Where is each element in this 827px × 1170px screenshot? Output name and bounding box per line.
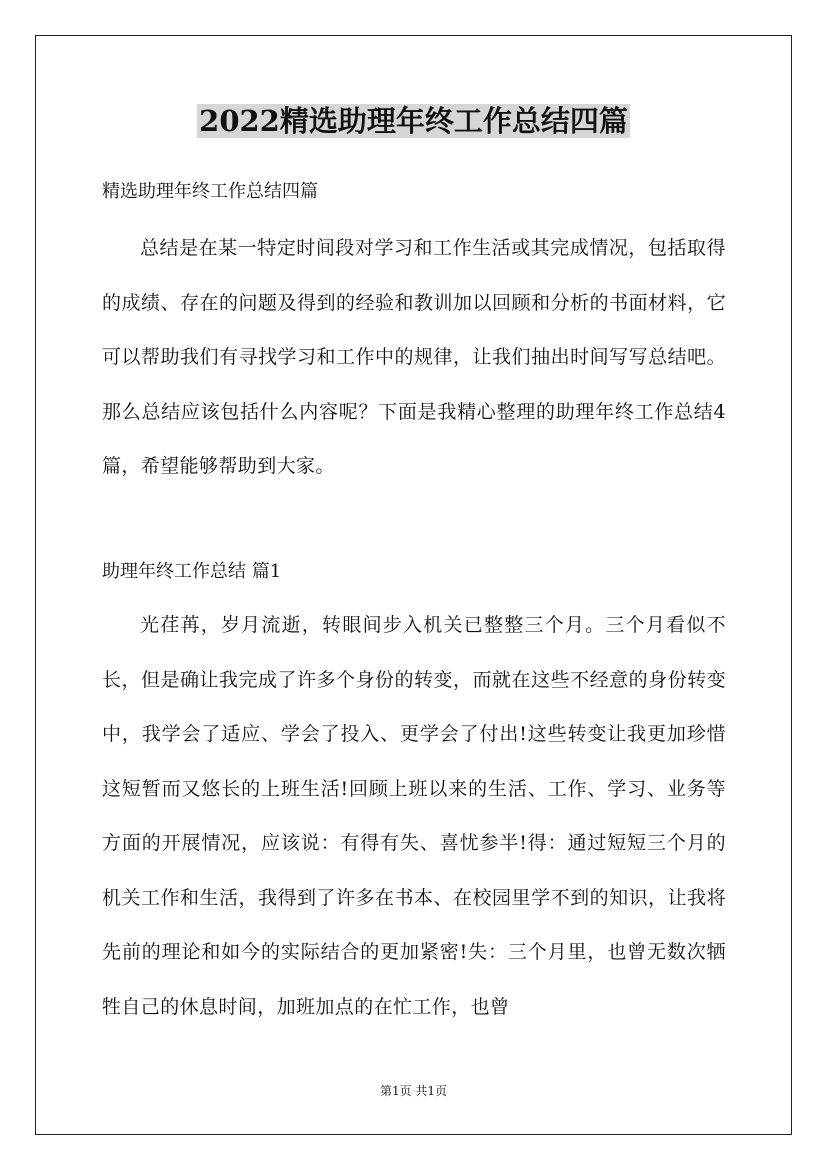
- page-footer: 第1页 共1页: [379, 1084, 448, 1098]
- section-paragraph: 光荏苒，岁月流逝，转眼间步入机关已整整三个月。三个月看似不长，但是确让我完成了许多个身份的转变，而就在这些不经意的身份转变中，我学会了适应、学会了投入、更学会了付出!这些转变让我更加珍惜这短暂而又悠长的上班生活!回顾上班以来的生活、工作、学习、业务等方面的开展情况，应该说：有得有失、喜忧参半!得：通过短短三个月的机关工作和生活，我得到了许多在书本、在校园里学不到的知识，让我将先前的理论和如今的实际结合的更加紧密!失：三个月里，也曾无数次牺牲自己的休息时间，加班加点的在忙工作，也曾: [102, 614, 726, 1018]
- section-heading: 助理年终工作总结 篇1: [102, 561, 282, 582]
- intro-paragraph: 总结是在某一特定时间段对学习和工作生活或其完成情况，包括取得的成绩、存在的问题及得到的经验和教训加以回顾和分析的书面材料，它可以帮助我们有寻找学习和工作中的规律，让我们抽出时间写写总结吧。那么总结应该包括什么内容呢？下面是我精心整理的助理年终工作总结4篇，希望能够帮助到大家。: [102, 237, 726, 477]
- document-title-text: 2022精选助理年终工作总结四篇: [199, 104, 628, 138]
- document-title: [0, 99, 827, 143]
- document-subtitle: 精选助理年终工作总结四篇: [102, 181, 318, 202]
